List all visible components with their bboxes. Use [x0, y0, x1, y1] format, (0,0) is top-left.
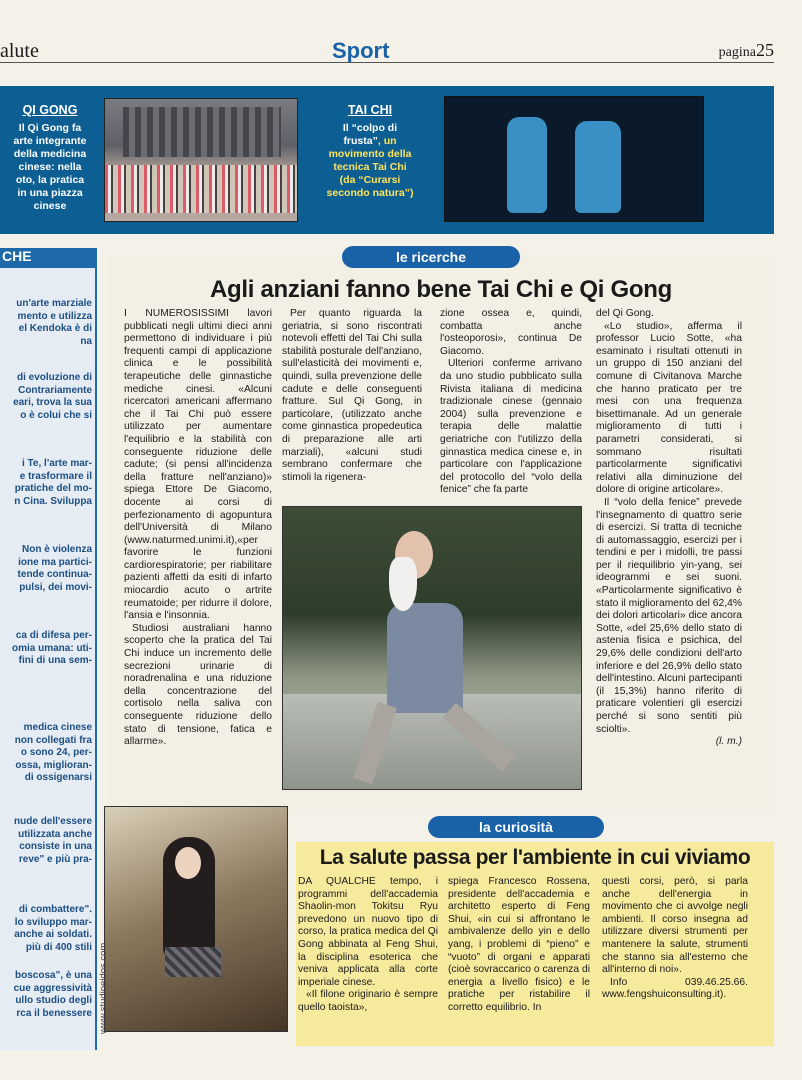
caption-qigong-title: QI GONG	[22, 103, 78, 117]
paragraph: I NUMEROSISSIMI lavori pubblicati negli ultimi dieci anni permettono di individuare i più frequenti campi di applicazione clinica e le possibilità terapeutiche delle ginnastiche mediche cinesi. «Alcuni ricercatori americani affermano che il Tai Chi può essere utilizzato per aumentare l'equilibrio e la stabilità con conseguente riduzione delle cadute; (si pensi all'incidenza della fratture nell'anziano)» spiega Ettore De Giacomo, docente ai corsi di perfezionamento di agopuntura dell'Università di Milano (www.naturmed.unimi.it),«per favorire le funzioni cardiorespiratorie; per riabilitare pazienti affetti da esiti di infarto miocardio acuto o artrite reumatoide; per ridurre il dolore, l'ansia e l'insonnia.	[124, 308, 272, 622]
caption-taichi-quote: Il “colpo di frusta”	[342, 122, 398, 147]
sidebar-fragment: di evoluzione di Contrariamente eari, trova la sua o è colui che si	[13, 372, 92, 421]
paragraph: «Lo studio», afferma il professor Lucio Sotte, «ha esaminato i risultati ottenuti in un gruppo di 150 anziani del comune di Civitanova Marche che hanno praticato per tre mesi con una frequenza bisettimanale. Ad un generale miglioramento di tutti i parametri considerati, si sommano risultati particolarmente significativi relativi alla diminuzione del dolore di origine articolare».	[596, 320, 742, 496]
article-curiosity-col1	[298, 876, 438, 1015]
caption-taichi-rest: , un movimento della tecnica Tai Chi (da “Curarsi secondo natura”)	[326, 135, 414, 199]
sidebar-fragment: nude dell'essere utilizzata anche consiste in una reve" e più pra-	[14, 816, 92, 865]
photo-qigong-square	[104, 98, 298, 222]
article-research-col1	[124, 308, 272, 749]
girl-face	[175, 847, 201, 879]
sidebar-fragment: un'arte marziale mento e utilizza el Kendoka è di na	[16, 298, 92, 347]
header-rule	[0, 62, 774, 63]
page-header	[0, 0, 802, 62]
article-research-title: Agli anziani fanno bene Tai Chi e Qi Gong	[210, 276, 672, 303]
caption-qigong	[0, 104, 100, 213]
paragraph: Il “volo della fenice” prevede l'insegnamento di quattro serie di esercizi. Si tratta di tecniche di automassaggio, esercizi per i tendini e per i midolli, tre passi per il riequilibrio yin-yang, sei ideogrammi e sei suoni. «Particolarmente significativo è stato il miglioramento del 62,4% dei dolori articolari» dice ancora Sotte, «del 25,6% dello stato di astenia fisica e psichica, del 29,6% delle condizioni dell'arto inferiore e del 26,9% dello stato dell'intestino. Alcuni partecipanti (il 15,3%) hanno riferito di praticare volentieri gli esercizi perché si sono sentiti più sciolti».	[596, 496, 742, 735]
page-number	[719, 40, 774, 61]
paragraph: Per quanto riguarda la geriatria, si sono riscontrati notevoli effetti del Tai Chi sulla stabilità posturale dell'anziano, sull'elasticità dei movimenti e, quindi, sulla prevenzione delle cadute e delle conseguenti fratture. Sul Qi Gong, in particolare, (utilizzato anche come ginnastica propedeutica di preparazione alle arti marziali), «alcuni studi sembrano confermare che stimoli la rigenera-	[282, 308, 422, 483]
master-body	[387, 603, 463, 713]
girl-skirt	[165, 947, 221, 977]
paragraph: zione ossea e, quindi, combatta anche l'osteoporosi», continua De Giacomo.	[440, 308, 582, 357]
article-research-col2	[282, 308, 422, 484]
sidebar-fragment: i Te, l'arte mar- e trasformare il pratiche del mo- n Cina. Sviluppa	[14, 458, 92, 507]
caption-taichi-text	[326, 122, 414, 200]
photo-taichi-performers	[444, 96, 704, 222]
section-name-sport: Sport	[332, 38, 390, 63]
sidebar-fragment: medica cinese non collegati fra o sono 24, per- ossa, miglioran- di ossigenarsi	[14, 722, 92, 783]
photo-crowd	[105, 165, 297, 213]
article-signature: (l. m.)	[715, 736, 742, 748]
sidebar-fragment: Non è violenza ione ma partici- tende continua- pulsi, dei movi-	[17, 544, 92, 593]
article-research-tag: le ricerche	[342, 246, 520, 268]
paragraph: «Il filone originario è sempre quello taoista»,	[298, 989, 438, 1013]
article-curiosity-col3	[602, 876, 748, 1002]
caption-taichi	[326, 104, 414, 200]
paragraph: Studiosi australiani hanno scoperto che la pratica del Tai Chi induce un incremento delle secrezioni urinarie di noradrenalina e una riduzione della concentrazione del cortisolo nella saliva con conseguente riduzione dello stato di tensione, fatica e allarme».	[124, 622, 272, 748]
paragraph: Ulteriori conferme arrivano da uno studio pubblicato sulla Rivista italiana di medicina tradizionale cinese (gennaio 2004) sulla prevenzione e terapia delle malattie geriatriche con l'utilizzo della ginnastica medica cinese e, in particolare con l'applicazione del protocollo del “volo della fenice” che fa parte	[440, 358, 582, 496]
photo-elderly-taichi-master	[282, 506, 582, 790]
photo-student-girl	[104, 806, 288, 1032]
adjacent-sidebar	[0, 248, 97, 1050]
paragraph: Info 039.46.25.66. www.fengshuiconsulting.it).	[602, 976, 748, 1001]
photo-banner	[0, 86, 774, 234]
article-research-col4	[596, 308, 742, 749]
article-curiosity-col2	[448, 876, 590, 1015]
section-name-left: alute	[0, 40, 39, 62]
performer-1	[507, 117, 547, 213]
paragraph: DA QUALCHE tempo, i programmi dell'accademia Shaolin-mon Tokitsu Ryu prevedono un nuovo tipo di corso, la pratica medica del Qi Gong abbinata al Feng Shui, la disciplina esoterica che veniva applicata alla corte imperiale cinese.	[298, 876, 438, 988]
sidebar-fragment: ca di difesa per- omia umana: uti- fini di una sem-	[11, 630, 92, 666]
performer-2	[575, 121, 621, 213]
article-research-col3	[440, 308, 582, 497]
paragraph: questi corsi, però, si parla anche dell'energia in movimento che ci avvolge negli ambienti. Il corso insegna ad utilizzare diversi strumenti per mantenere la salute, strumenti che stanno sia all'esterno che all'interno di noi».	[602, 876, 748, 976]
paragraph: spiega Francesco Rossena, presidente dell'accademia e architetto esperto di Feng Shui, «in cui si affrontano le ambivalenze dello yin e dello yang, i problemi di “pieno” e “vuoto” di organi e apparati (cioè sovraccarico o carenza di energia a livello fisico) e le pratiche per ristabilire il corretto equilibrio. In	[448, 876, 590, 1013]
caption-taichi-title: TAI CHI	[347, 103, 393, 117]
page-label: pagina	[718, 45, 756, 60]
sidebar-fragment: di combattere". lo sviluppo mar- anche ai soldati. più di 400 stili	[14, 904, 92, 953]
photo-building	[123, 107, 281, 157]
article-curiosity-tag: la curiosità	[428, 816, 604, 838]
caption-qigong-text: Il Qi Gong fa arte integrante della medicina cinese: nella oto, la pratica in una piazza cinese	[13, 122, 87, 212]
photo-credit: www.studioeidos.com	[98, 942, 109, 1034]
page-number-value: 25	[756, 40, 774, 60]
paragraph: del Qi Gong.	[596, 308, 654, 319]
sidebar-fragment: boscosa", è una cue aggressività ullo studio degli rca il benessere	[13, 970, 92, 1019]
article-curiosity-title: La salute passa per l'ambiente in cui viviamo	[319, 846, 751, 869]
sidebar-tag: CHE	[0, 248, 95, 268]
master-beard	[389, 557, 417, 611]
